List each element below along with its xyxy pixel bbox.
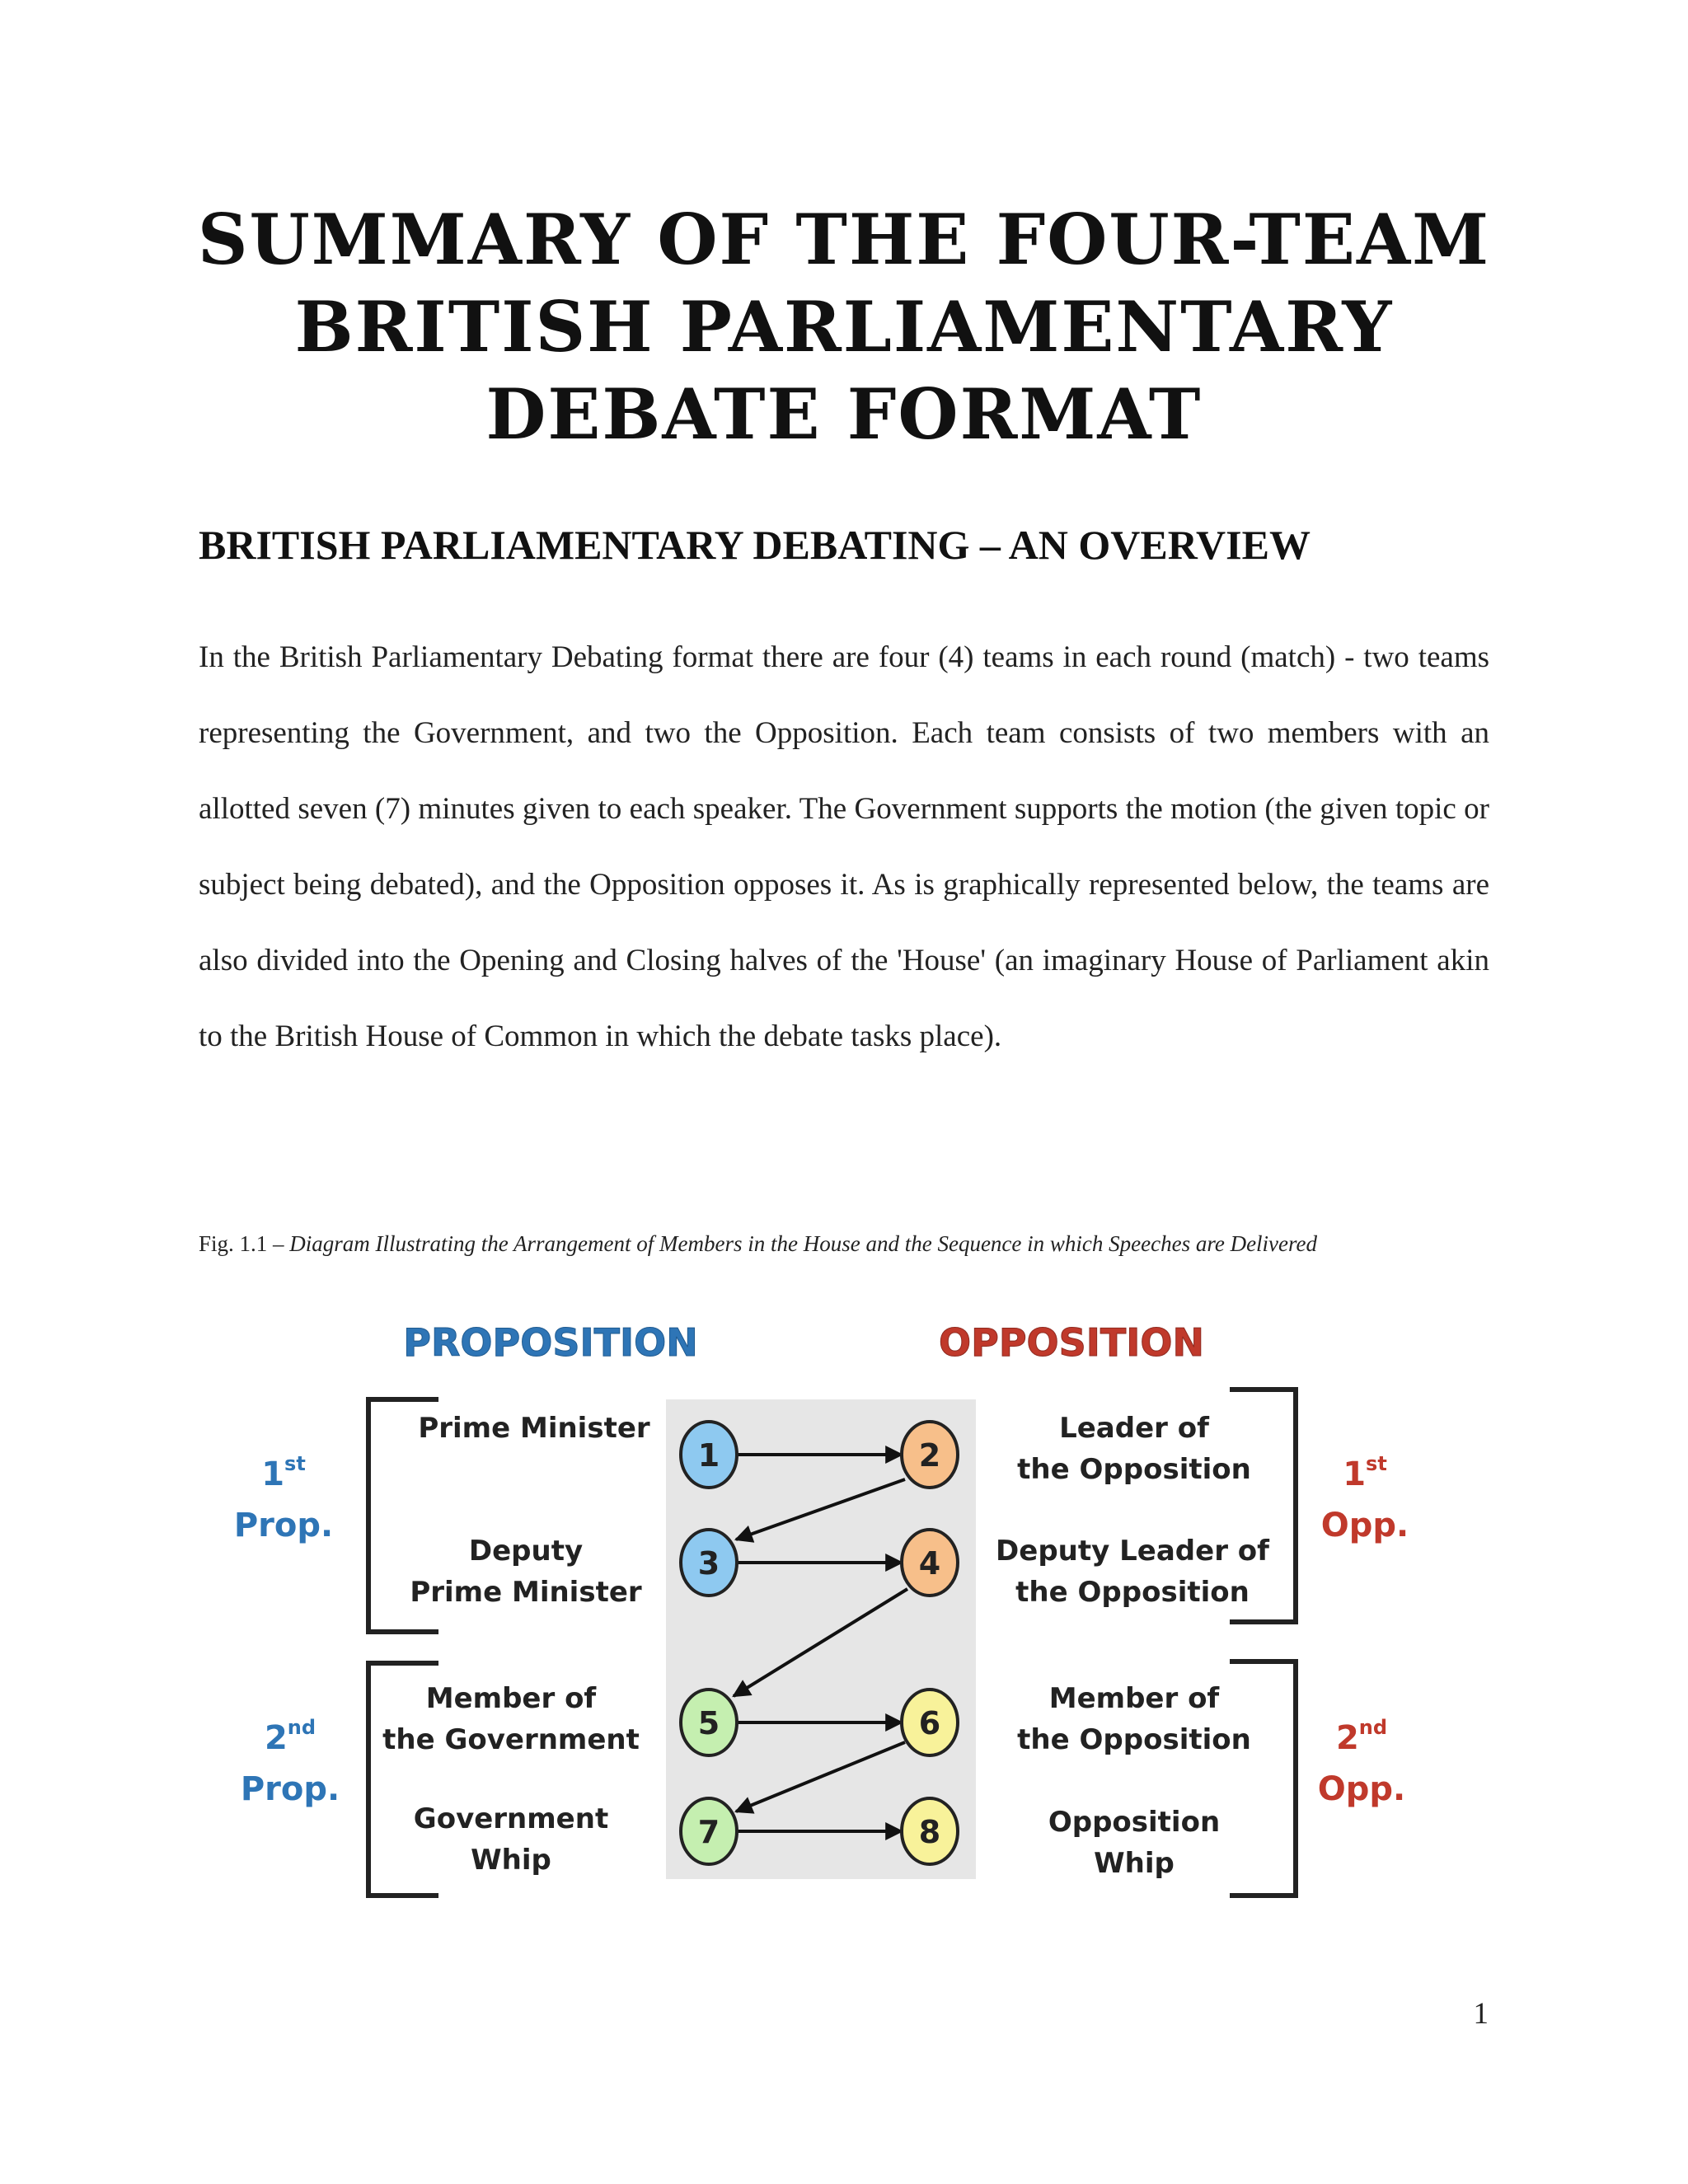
- overview-paragraph: In the British Parliamentary Debating format there are four (4) teams in each round (match) - two teams representing the Government, and two the Opposition. Each team consists of two members with an allotted seven (7) minutes given to each speaker. The Government supports the motion (the given topic or subject being debated), and the Opposition opposes it. As is graphically represented below, the teams are also divided into the Opening and Closing halves of the 'House' (an imaginary House of Parliament akin to the British House of Common in which the debate tasks place).: [199, 640, 1489, 1053]
- figure-caption-label: Fig. 1.1 –: [199, 1231, 290, 1256]
- role-deputy-leader-opp-line-2: the Opposition: [1015, 1576, 1250, 1609]
- svg-text:3: 3: [697, 1545, 720, 1582]
- title-line-3: DEBATE FORMAT: [485, 373, 1203, 455]
- speaker-circle-6: [902, 1690, 958, 1755]
- speaker-circle-5: [681, 1690, 737, 1755]
- role-deputy-line-2: Prime Minister: [410, 1576, 642, 1609]
- role-leader-opp-line-1: Leader of: [1059, 1412, 1209, 1445]
- second-opp-label-number: 2nd: [1335, 1716, 1388, 1757]
- figure-caption-text: Diagram Illustrating the Arrangement of Members in the House and the Sequence in which Speeches are Delivered: [289, 1231, 1318, 1256]
- role-leader-opp-line-2: the Opposition: [1017, 1453, 1251, 1486]
- second-opp-label-word: Opp.: [1317, 1770, 1406, 1808]
- svg-text:5: 5: [697, 1705, 720, 1741]
- role-member-opp-line-1: Member of: [1048, 1682, 1220, 1715]
- role-opp-whip-line-2: Whip: [1094, 1847, 1175, 1880]
- second-opp-bracket: [1230, 1661, 1296, 1896]
- title-line-2: BRITISH PARLIAMENTARY: [294, 286, 1394, 368]
- second-prop-label-number: 2nd: [264, 1716, 316, 1757]
- page-number: 1: [1473, 1997, 1489, 2031]
- role-member-gov-line-1: Member of: [425, 1682, 597, 1715]
- speaker-circle-7: [681, 1798, 737, 1864]
- first-opp-label-number: 1st: [1343, 1452, 1387, 1493]
- second-prop-label-word: Prop.: [240, 1770, 340, 1808]
- role-gov-whip-line-2: Whip: [471, 1844, 551, 1877]
- proposition-header: PROPOSITION: [403, 1320, 698, 1365]
- role-member-opp-line-2: the Opposition: [1017, 1723, 1251, 1756]
- first-prop-label-word: Prop.: [233, 1507, 334, 1544]
- first-prop-label-number: 1st: [261, 1452, 306, 1493]
- speaker-circle-4: [902, 1530, 958, 1596]
- svg-text:8: 8: [918, 1814, 941, 1850]
- role-member-gov-line-2: the Government: [382, 1723, 640, 1756]
- svg-text:2: 2: [918, 1437, 941, 1474]
- title-line-1: SUMMARY OF THE FOUR-TEAM: [197, 199, 1491, 280]
- svg-text:6: 6: [918, 1705, 941, 1741]
- speaker-circle-1: [681, 1422, 737, 1488]
- opposition-header: OPPOSITION: [939, 1320, 1204, 1365]
- speaker-circle-8: [902, 1798, 958, 1864]
- role-deputy-line-1: Deputy: [468, 1535, 584, 1568]
- svg-text:1: 1: [697, 1437, 720, 1474]
- first-opp-label-word: Opp.: [1320, 1507, 1409, 1544]
- role-opp-whip-line-1: Opposition: [1048, 1806, 1221, 1839]
- section-heading: BRITISH PARLIAMENTARY DEBATING – AN OVERVIEW: [199, 522, 1311, 568]
- speaker-circle-3: [681, 1530, 737, 1596]
- svg-text:4: 4: [918, 1545, 941, 1582]
- svg-text:7: 7: [697, 1814, 720, 1850]
- role-deputy-leader-opp-line-1: Deputy Leader of: [996, 1535, 1269, 1568]
- role-prime-minister: Prime Minister: [418, 1412, 650, 1445]
- speaker-circle-2: [902, 1422, 958, 1488]
- role-gov-whip-line-1: Government: [413, 1802, 609, 1835]
